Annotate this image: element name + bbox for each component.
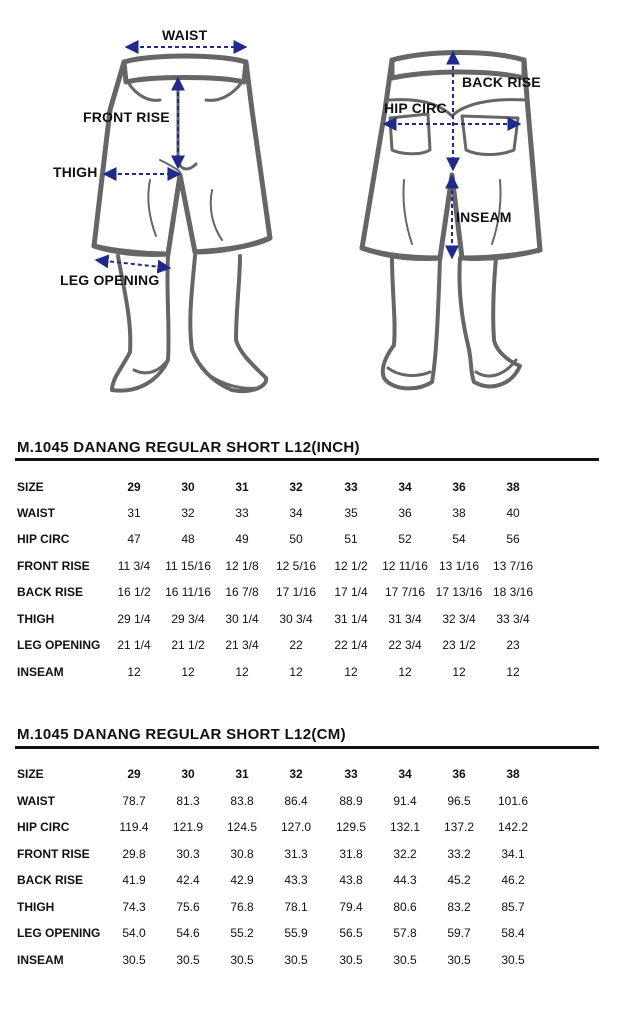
cell: 38 — [506, 480, 520, 494]
cell: 56 — [506, 532, 520, 546]
cell: 86.4 — [284, 794, 308, 808]
cell: 48 — [181, 532, 195, 546]
table-row — [0, 585, 617, 605]
row-label: SIZE — [17, 767, 44, 781]
cell: 36 — [452, 480, 466, 494]
cell: 33 — [344, 480, 358, 494]
cell: 83.8 — [230, 794, 254, 808]
cell: 44.3 — [393, 873, 417, 887]
cell: 16 11/16 — [165, 585, 211, 599]
cell: 142.2 — [497, 820, 529, 834]
cell: 13 7/16 — [492, 559, 534, 573]
cell: 12 — [344, 665, 358, 679]
cell: 30.5 — [339, 953, 363, 967]
cell: 21 3/4 — [225, 638, 259, 652]
cell: 17 13/16 — [435, 585, 483, 599]
cell: 34 — [398, 480, 412, 494]
cell: 12 — [506, 665, 520, 679]
cell: 45.2 — [447, 873, 471, 887]
cell: 38 — [452, 506, 466, 520]
row-label: THIGH — [17, 900, 55, 914]
cell: 12 — [289, 665, 303, 679]
cell: 127.0 — [280, 820, 312, 834]
row-label: THIGH — [17, 612, 55, 626]
cell: 35 — [344, 506, 358, 520]
cell: 42.4 — [176, 873, 200, 887]
cell: 36 — [398, 506, 412, 520]
cell: 137.2 — [443, 820, 475, 834]
label-hip-circ: HIP CIRC — [384, 100, 447, 116]
cell: 49 — [235, 532, 249, 546]
table-row — [0, 794, 617, 814]
cell: 80.6 — [393, 900, 417, 914]
divider — [15, 746, 599, 749]
cell: 32 — [181, 506, 195, 520]
cell: 121.9 — [172, 820, 204, 834]
cell: 57.8 — [393, 926, 417, 940]
cell: 91.4 — [393, 794, 417, 808]
row-label: LEG OPENING — [17, 638, 101, 652]
cell: 81.3 — [176, 794, 200, 808]
cell: 31 — [127, 506, 141, 520]
row-label: SIZE — [17, 480, 44, 494]
cell: 47 — [127, 532, 141, 546]
cell: 21 1/4 — [117, 638, 151, 652]
cell: 52 — [398, 532, 412, 546]
cell: 31 — [235, 480, 249, 494]
cell: 38 — [506, 767, 520, 781]
table-row — [0, 612, 617, 632]
cell: 30.5 — [284, 953, 308, 967]
table-row — [0, 873, 617, 893]
cell: 22 — [289, 638, 303, 652]
table-row — [0, 480, 617, 500]
row-label: HIP CIRC — [17, 820, 70, 834]
table-row — [0, 953, 617, 973]
cell: 54.6 — [176, 926, 200, 940]
cell: 30.5 — [501, 953, 525, 967]
cell: 31.8 — [339, 847, 363, 861]
row-label: LEG OPENING — [17, 926, 101, 940]
cell: 36 — [452, 767, 466, 781]
cell: 101.6 — [497, 794, 529, 808]
cell: 58.4 — [501, 926, 525, 940]
cell: 30.5 — [447, 953, 471, 967]
cell: 78.1 — [284, 900, 308, 914]
cell: 56.5 — [339, 926, 363, 940]
cell: 96.5 — [447, 794, 471, 808]
measurement-diagram — [0, 0, 617, 410]
cell: 12 5/16 — [275, 559, 317, 573]
table-row — [0, 506, 617, 526]
table-title: M.1045 DANANG REGULAR SHORT L12(CM) — [17, 726, 346, 743]
cell: 51 — [344, 532, 358, 546]
cell: 75.6 — [176, 900, 200, 914]
label-back-rise: BACK RISE — [462, 74, 541, 90]
cell: 11 15/16 — [165, 559, 211, 573]
label-front-rise: FRONT RISE — [83, 109, 170, 125]
cell: 124.5 — [226, 820, 258, 834]
cell: 32 — [289, 480, 303, 494]
cell: 13 1/16 — [438, 559, 480, 573]
cell: 129.5 — [335, 820, 367, 834]
cell: 29 3/4 — [171, 612, 205, 626]
row-label: WAIST — [17, 794, 55, 808]
cell: 17 7/16 — [384, 585, 426, 599]
cell: 12 1/2 — [334, 559, 368, 573]
table-row — [0, 847, 617, 867]
label-waist: WAIST — [162, 27, 208, 43]
cell: 30 — [181, 480, 195, 494]
cell: 17 1/4 — [334, 585, 368, 599]
row-label: INSEAM — [17, 665, 64, 679]
cell: 34 — [398, 767, 412, 781]
cell: 12 — [127, 665, 141, 679]
cell: 29 — [127, 767, 141, 781]
cell: 12 1/8 — [225, 559, 259, 573]
cell: 132.1 — [389, 820, 421, 834]
cell: 17 1/16 — [275, 585, 317, 599]
cell: 55.9 — [284, 926, 308, 940]
cell: 34.1 — [501, 847, 525, 861]
cell: 16 7/8 — [225, 585, 259, 599]
label-leg-opening: LEG OPENING — [60, 272, 160, 288]
cell: 29.8 — [122, 847, 146, 861]
cell: 85.7 — [501, 900, 525, 914]
row-label: FRONT RISE — [17, 847, 90, 861]
cell: 12 — [181, 665, 195, 679]
cell: 41.9 — [122, 873, 146, 887]
cell: 74.3 — [122, 900, 146, 914]
cell: 29 — [127, 480, 141, 494]
cell: 43.8 — [339, 873, 363, 887]
cell: 16 1/2 — [117, 585, 151, 599]
table-row — [0, 638, 617, 658]
front-shorts-illustration — [94, 56, 270, 391]
row-label: HIP CIRC — [17, 532, 70, 546]
cell: 76.8 — [230, 900, 254, 914]
cell: 30.5 — [230, 953, 254, 967]
cell: 83.2 — [447, 900, 471, 914]
row-label: FRONT RISE — [17, 559, 90, 573]
cell: 31 1/4 — [334, 612, 368, 626]
cell: 33 — [235, 506, 249, 520]
cell: 34 — [289, 506, 303, 520]
table-row — [0, 820, 617, 840]
cell: 33.2 — [447, 847, 471, 861]
cell: 12 — [398, 665, 412, 679]
cell: 55.2 — [230, 926, 254, 940]
row-label: INSEAM — [17, 953, 64, 967]
cell: 33 3/4 — [496, 612, 530, 626]
label-inseam: INSEAM — [456, 209, 512, 225]
cell: 30.5 — [393, 953, 417, 967]
cell: 23 1/2 — [442, 638, 476, 652]
cell: 54.0 — [122, 926, 146, 940]
cell: 12 11/16 — [382, 559, 428, 573]
table-row — [0, 926, 617, 946]
cell: 54 — [452, 532, 466, 546]
cell: 43.3 — [284, 873, 308, 887]
row-label: WAIST — [17, 506, 55, 520]
cell: 33 — [344, 767, 358, 781]
table-row — [0, 665, 617, 685]
cell: 78.7 — [122, 794, 146, 808]
cell: 30 1/4 — [225, 612, 259, 626]
cell: 12 — [235, 665, 249, 679]
cell: 32 3/4 — [442, 612, 476, 626]
cell: 29 1/4 — [117, 612, 151, 626]
cell: 30.3 — [176, 847, 200, 861]
row-label: BACK RISE — [17, 585, 84, 599]
cell: 31.3 — [284, 847, 308, 861]
cell: 79.4 — [339, 900, 363, 914]
row-label: BACK RISE — [17, 873, 84, 887]
cell: 22 3/4 — [388, 638, 422, 652]
cell: 30.8 — [230, 847, 254, 861]
cell: 12 — [452, 665, 466, 679]
cell: 21 1/2 — [171, 638, 205, 652]
cell: 32.2 — [393, 847, 417, 861]
table-row — [0, 559, 617, 579]
cell: 30.5 — [176, 953, 200, 967]
cell: 31 — [235, 767, 249, 781]
cell: 119.4 — [119, 820, 149, 834]
table-row — [0, 767, 617, 787]
cell: 18 3/16 — [492, 585, 534, 599]
cell: 59.7 — [447, 926, 471, 940]
cell: 42.9 — [230, 873, 254, 887]
cell: 31 3/4 — [388, 612, 422, 626]
cell: 40 — [506, 506, 520, 520]
cell: 46.2 — [501, 873, 525, 887]
cell: 22 1/4 — [334, 638, 368, 652]
cell: 30 3/4 — [279, 612, 313, 626]
cell: 32 — [289, 767, 303, 781]
cell: 50 — [289, 532, 303, 546]
divider — [15, 458, 599, 461]
table-title: M.1045 DANANG REGULAR SHORT L12(INCH) — [17, 439, 360, 456]
table-row — [0, 900, 617, 920]
cell: 11 3/4 — [117, 559, 151, 573]
label-thigh: THIGH — [53, 164, 98, 180]
cell: 88.9 — [339, 794, 363, 808]
cell: 30.5 — [122, 953, 146, 967]
cell: 23 — [506, 638, 520, 652]
table-row — [0, 532, 617, 552]
cell: 30 — [181, 767, 195, 781]
